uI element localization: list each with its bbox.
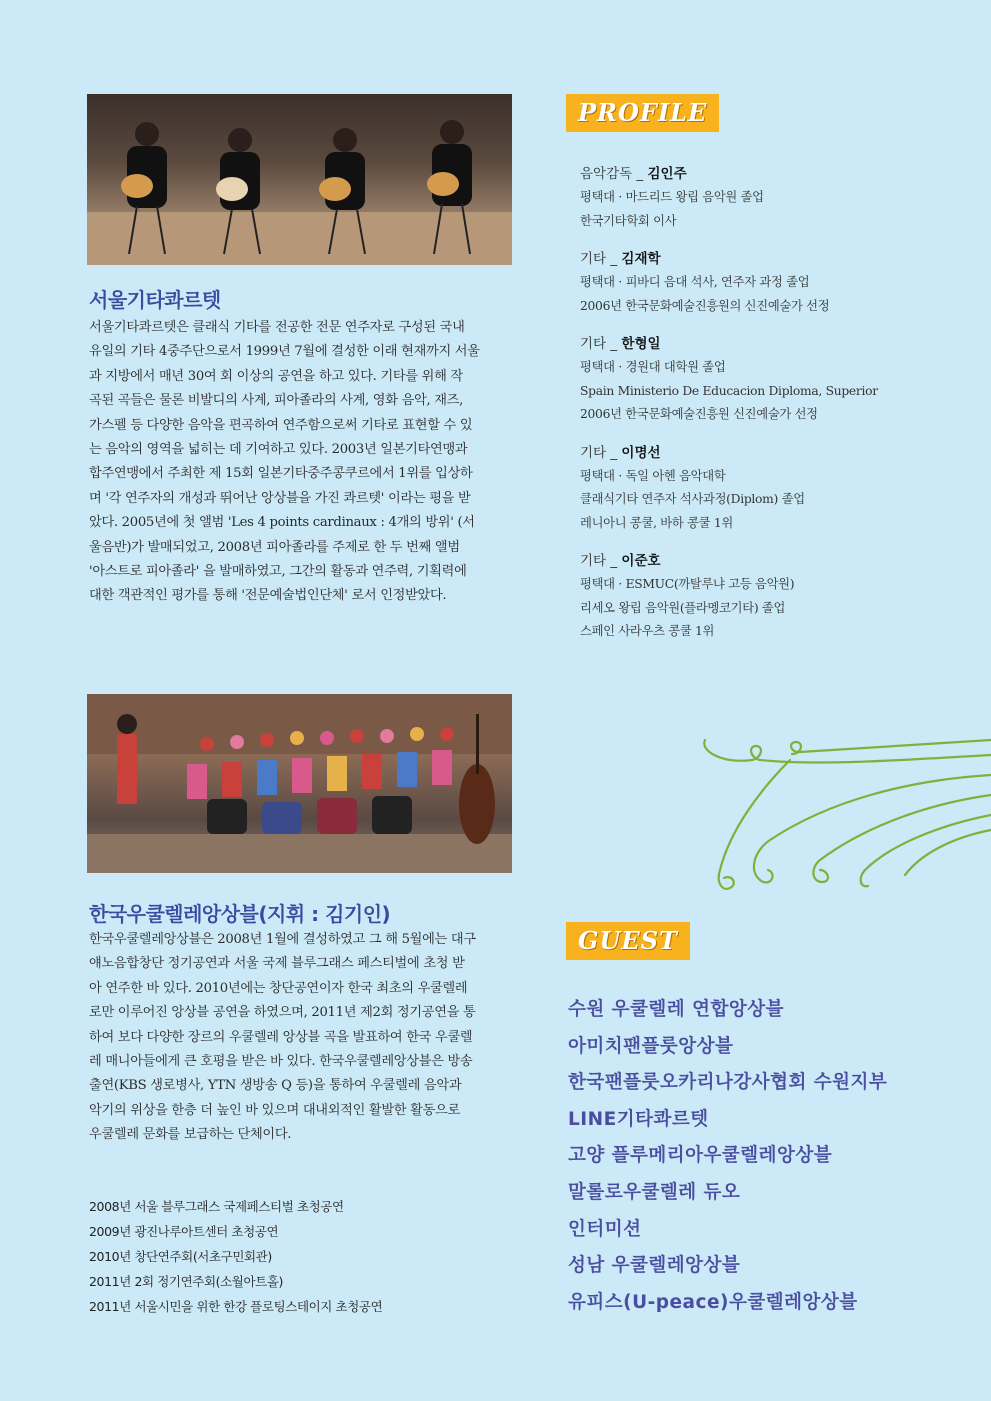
text-line: 가스펠 등 다양한 음악을 편곡하여 연주함으로써 기타로 표현할 수 있	[89, 417, 473, 433]
guest-item: 한국팬플룻오카리나강사협회 수원지부	[568, 1072, 888, 1094]
guest-tag: GUEST	[566, 922, 690, 960]
text-line: 우쿨렐레 문화를 보급하는 단체이다.	[89, 1127, 292, 1143]
quartet-photo	[87, 94, 512, 265]
text-line: 악기의 위상을 한층 더 높인 바 있으며 대내외적인 활발한 활동으로	[89, 1102, 460, 1118]
text-line: 얘노음합창단 정기공연과 서울 국제 블루그래스 페스티벌에 초청 받	[89, 956, 465, 972]
member-role: 기타 _	[580, 444, 622, 461]
text-line: 는 음악의 영역을 넓히는 데 기여하고 있다. 2003년 일본기타연맹과	[89, 442, 468, 458]
text-line: 한국우쿨렐레앙상블은 2008년 1월에 결성하였고 그 해 5월에는 대구	[89, 932, 476, 947]
quartet-description	[89, 316, 511, 609]
guest-item: 고양 플루메리아우쿨렐레앙상블	[568, 1145, 833, 1167]
member-detail: 레니아니 콩쿨, 바하 콩쿨 1위	[580, 515, 733, 530]
member-detail: 한국기타학회 이사	[580, 213, 677, 228]
text-line: 며 '각 연주자의 개성과 뛰어난 앙상블을 가진 콰르텟' 이라는 평을 받	[89, 490, 471, 506]
member-role: 기타 _	[580, 251, 622, 267]
guest-item: 유피스(U-peace)우쿨렐레앙상블	[568, 1291, 858, 1313]
history-item: 2011년 2회 정기연주회(소월아트홀)	[89, 1274, 283, 1289]
text-line: 과 지방에서 매년 30여 회 이상의 공연을 하고 있다. 기타를 위해 작	[89, 368, 463, 384]
member-name: 이준호	[621, 553, 661, 569]
ensemble-photo	[87, 694, 512, 873]
profile-list	[580, 162, 960, 658]
member-name: 이명선	[621, 444, 661, 461]
guest-item: 말롤로우쿨렐레 듀오	[568, 1181, 741, 1203]
history-item: 2009년 광진나루아트센터 초청공연	[89, 1224, 279, 1239]
text-line: 아 연주한 바 있다. 2010년에는 창단공연이자 한국 최초의 우쿨렐레	[89, 980, 468, 996]
profile-tag: PROFILE	[566, 94, 719, 132]
text-line: 레 매니아들에게 큰 호평을 받은 바 있다. 한국우쿨렐레앙상블은 방송	[89, 1054, 473, 1070]
history-item: 2008년 서울 블루그래스 국제페스티벌 초청공연	[89, 1199, 344, 1214]
member-role: 기타 _	[580, 553, 622, 569]
music-swirl-ornament	[660, 720, 991, 900]
member-name: 김인주	[647, 166, 687, 182]
member-role: 기타 _	[580, 336, 622, 352]
text-line: 대한 객관적인 평가를 통해 '전문예술법인단체' 로서 인정받았다.	[89, 588, 447, 604]
text-line: 았다. 2005년에 첫 앨범 'Les 4 points cardinaux : 4개의 방위' (서	[89, 515, 475, 531]
text-line: 합주연맹에서 주최한 제 15회 일본기타중주콩쿠르에서 1위를 입상하	[89, 466, 473, 482]
member-entry	[580, 162, 960, 233]
guest-item: 아미치팬플룻앙상블	[568, 1035, 734, 1057]
guest-item: LINE기타콰르텟	[568, 1108, 709, 1130]
member-role: 음악감독 _	[580, 166, 648, 182]
member-name: 김재학	[621, 251, 661, 267]
member-detail: 스페인 사라우츠 콩쿨 1위	[580, 624, 715, 638]
member-detail: 평택대 · 피바디 음대 석사, 연주자 과정 졸업	[580, 275, 810, 289]
member-detail: 2006년 한국문화예술진흥원 신진예술가 선정	[580, 407, 818, 421]
member-entry	[580, 247, 960, 318]
member-name: 한형일	[621, 336, 661, 352]
member-detail: 평택대 · 경원대 대학원 졸업	[580, 360, 726, 374]
member-entry	[580, 332, 960, 427]
guest-item: 성남 우쿨렐레앙상블	[568, 1255, 741, 1277]
member-detail: 클래식기타 연주자 석사과정(Diplom) 졸업	[580, 492, 805, 506]
guest-item: 수원 우쿨렐레 연합앙상블	[568, 999, 784, 1020]
member-detail: 평택대 · 마드리드 왕립 음악원 졸업	[580, 190, 764, 204]
text-line: '아스트로 피아졸라' 을 발매하였고, 그간의 활동과 연주력, 기획력에	[89, 564, 467, 580]
member-detail: 리세오 왕립 음악원(플라멩코기타) 졸업	[580, 600, 786, 615]
member-entry	[580, 549, 960, 644]
text-line: 울음반)가 발매되었고, 2008년 피아졸라를 주제로 한 두 번째 앨범	[89, 539, 460, 555]
member-detail: 2006년 한국문화예술진흥원의 신진예술가 선정	[580, 298, 830, 313]
member-detail: Spain Ministerio De Educacion Diploma, Superior	[580, 383, 878, 398]
history-item: 2011년 서울시민을 위한 한강 플로팅스테이지 초청공연	[89, 1299, 383, 1314]
ensemble-description	[89, 928, 511, 1148]
guest-list	[568, 992, 887, 1321]
text-line: 곡된 곡들은 물론 비발디의 사계, 피아졸라의 사계, 영화 음악, 재즈,	[89, 393, 464, 409]
text-line: 로만 이루어진 앙상블 공연을 하였으며, 2011년 제2회 정기공연을 통	[89, 1005, 476, 1021]
text-line: 출연(KBS 생로병사, YTN 생방송 Q 등)을 통하여 우쿨렐레 음악과	[89, 1078, 462, 1094]
guest-item: 인터미션	[568, 1218, 642, 1240]
history-item: 2010년 창단연주회(서초구민회관)	[89, 1249, 272, 1264]
text-line: 유일의 기타 4중주단으로서 1999년 7월에 결성한 이래 현재까지 서울	[89, 344, 480, 360]
member-entry	[580, 441, 960, 536]
text-line: 하여 보다 다양한 장르의 우쿨렐레 앙상블 곡을 발표하여 한국 우쿨렐	[89, 1029, 473, 1045]
member-detail: 평택대 · ESMUC(까탈루냐 고등 음악원)	[580, 577, 795, 591]
quartet-title: 서울기타콰르텟	[89, 288, 221, 312]
ensemble-title: 한국우쿨렐레앙상블(지휘 : 김기인)	[89, 902, 391, 926]
performance-history	[89, 1194, 382, 1319]
text-line: 서울기타콰르텟은 클래식 기타를 전공한 전문 연주자로 구성된 국내	[89, 320, 465, 335]
member-detail: 평택대 · 독일 아헨 음악대학	[580, 468, 726, 483]
